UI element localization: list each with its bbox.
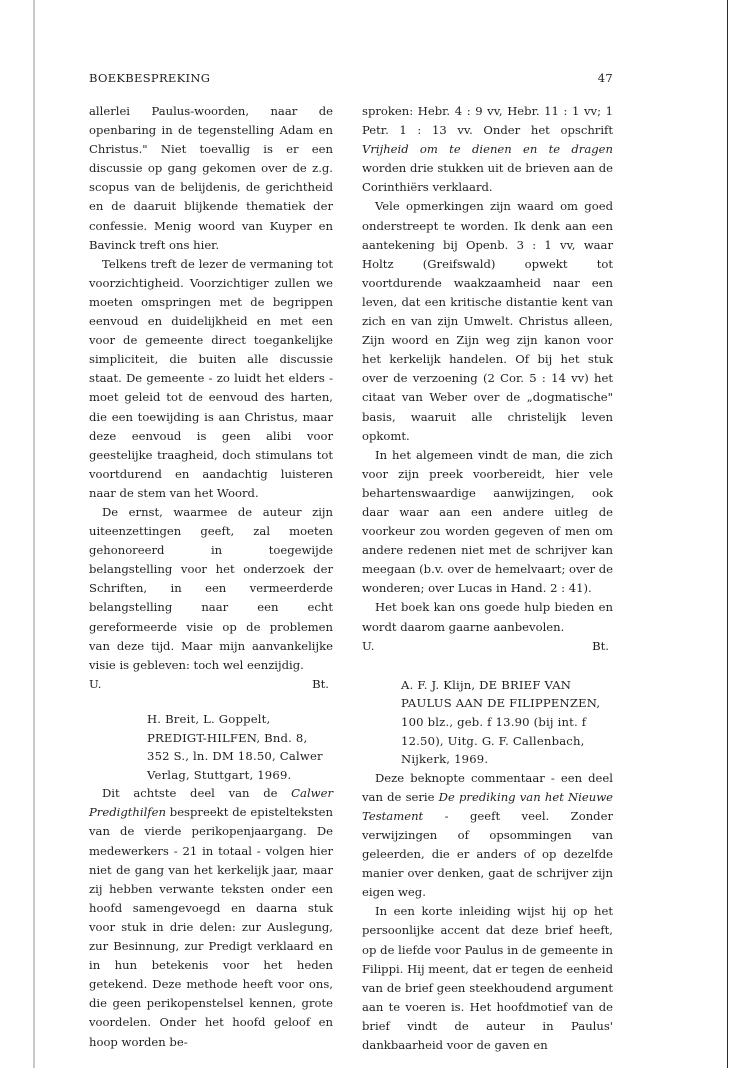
page-edge-left [33,0,35,1068]
paragraph: Het boek kan ons goede hulp bieden en wordt daarom gaarne aanbevolen. [362,600,613,634]
right-column [362,102,613,1055]
signature-initial: U. [362,638,375,653]
paragraph [362,102,613,197]
paragraph: In het algemeen vindt de man, die zich voor zijn preek voorbereidt, hier vele behartenswaardige aanwijzingen, ook daar waar aan een andere uitleg de voorkeur zou worden gegeven of men om andere redenen niet met de schrijver kan meegaan (b.v. over de hemelvaart; over de wonderen; over Lucas in Hand. 2 : 41). [362,447,613,596]
page-number: 47 [597,71,613,85]
text-run: bespreekt de epistelteksten van de vierde perikopenjaargang. De medewerkers - 21 in totaal - volgen hier niet de gang van het kerkelijk jaar, maar zij hebben verwante teksten onder een hoofd samengevoegd en daarna stuk voor stuk in drie delen: zur Auslegung, zur Besinnung, zur Predigt verklaard en in hun betekenis voor het heden getekend. Deze methode heeft voor ons, die geen perikopenstelsel kennen, grote voordelen. Onder het hoofd geloof en hoop worden be- [89,805,333,1049]
page-edge-right [727,0,728,1068]
signature-author: Bt. [312,676,329,691]
paragraph [89,784,333,1051]
paragraph: Telkens treft de lezer de vermaning tot voorzichtigheid. Voorzichtiger zullen we moeten omspringen met de begrippen eenvoud en duidelijkheid en met een voor de gemeente direct toegankelijke simpliciteit, die buiten alle discussie staat. De gemeente - zo luidt het elders - moet geleid tot de eenvoud des harten, die een toewijding is aan Christus, maar deze eenvoud is geen alibi voor geestelijke traagheid, doch stimulans tot voortdurend en aandachtig luisteren naar de stem van het Woord. [89,256,333,500]
paragraph: allerlei Paulus-woorden, naar de openbaring in de tegenstelling Adam en Christus." Niet toevallig is er een discussie op gang gekomen over de z.g. scopus van de belijdenis, de gerichtheid en de daaruit blijkende thematiek der confessie. Menig woord van Kuyper en Bavinck treft ons hier. [89,104,333,252]
paragraph: De ernst, waarmee de auteur zijn uiteenzettingen geeft, zal moeten gehonoreerd in toegewijde belangstelling voor het onderzoek der Schriften, in een vermeerderde belangstelling naar een echt gereformeerde visie op de problemen van deze tijd. Maar mijn aanvankelijke visie is gebleven: toch wel eenzijdig. [89,504,333,672]
text-run: - geeft veel. Zonder verwijzingen of opsommingen van geleerden, die er anders of op dezelfde manier over denken, gaat de schrijver zijn eigen weg. [362,808,613,900]
left-column [89,102,333,1052]
text-run: worden drie stukken uit de brieven aan de Corinthiërs verklaard. [362,161,613,195]
review-signature [89,675,333,694]
paragraph: Vele opmerkingen zijn waard om goed onderstreept te worden. Ik denk aan een aantekening bij Openb. 3 : 1 vv, waar Holtz (Greifswald) opwekt tot voortdurende waakzaamheid naar een leven, dat een kritische distantie kent van zich en van zijn Umwelt. Christus alleen, Zijn woord en Zijn weg zijn kanon voor het kerkelijk handelen. Of bij het stuk over de verzoening (2 Cor. 5 : 14 vv) het citaat van Weber over de „dogmatische" basis, waaruit alle christelijk leven opkomt. [362,199,613,443]
signature-initial: U. [89,676,102,691]
text-run: Deze beknopte commentaar - een deel van de serie [362,770,613,804]
paragraph [362,769,613,903]
book-series-title: De prediking van het Nieuwe Testament [362,789,613,823]
signature-author: Bt. [592,638,609,653]
running-title: BOEKBESPREKING [89,71,211,85]
paragraph: In een korte inleiding wijst hij op het persoonlijke accent dat deze brief heeft, op de liefde voor Paulus in de gemeente in Filippi. Hij meent, dat er tegen de eenheid van de brief geen steekhoudend argument aan te voeren is. Het hoofdmotief van de brief vindt de auteur in Paulus' dankbaarheid voor de gaven en [362,904,613,1052]
book-entry: A. F. J. Klijn, DE BRIEF VAN PAULUS AAN DE FILIPPENZEN, 100 blz., geb. f 13.90 (bij int. f 12.50), Uitg. G. F. Callenbach, Nijkerk, 1969. [401,677,601,767]
section-heading-italic: Vrijheid om te dienen en te dragen [362,142,613,157]
running-head [89,71,613,85]
text-run: sproken: Hebr. 4 : 9 vv, Hebr. 11 : 1 vv; 1 Petr. 1 : 13 vv. Onder het opschrift [362,104,613,138]
book-entry: H. Breit, L. Goppelt, PREDIGT-HILFEN, Bnd. 8, 352 S., ln. DM 18.50, Calwer Verlag, Stuttgart, 1969. [147,711,323,782]
review-signature [362,637,613,656]
text-run: Dit achtste deel van de [102,786,292,801]
book-series-title: Calwer Predigthilfen [89,786,333,820]
